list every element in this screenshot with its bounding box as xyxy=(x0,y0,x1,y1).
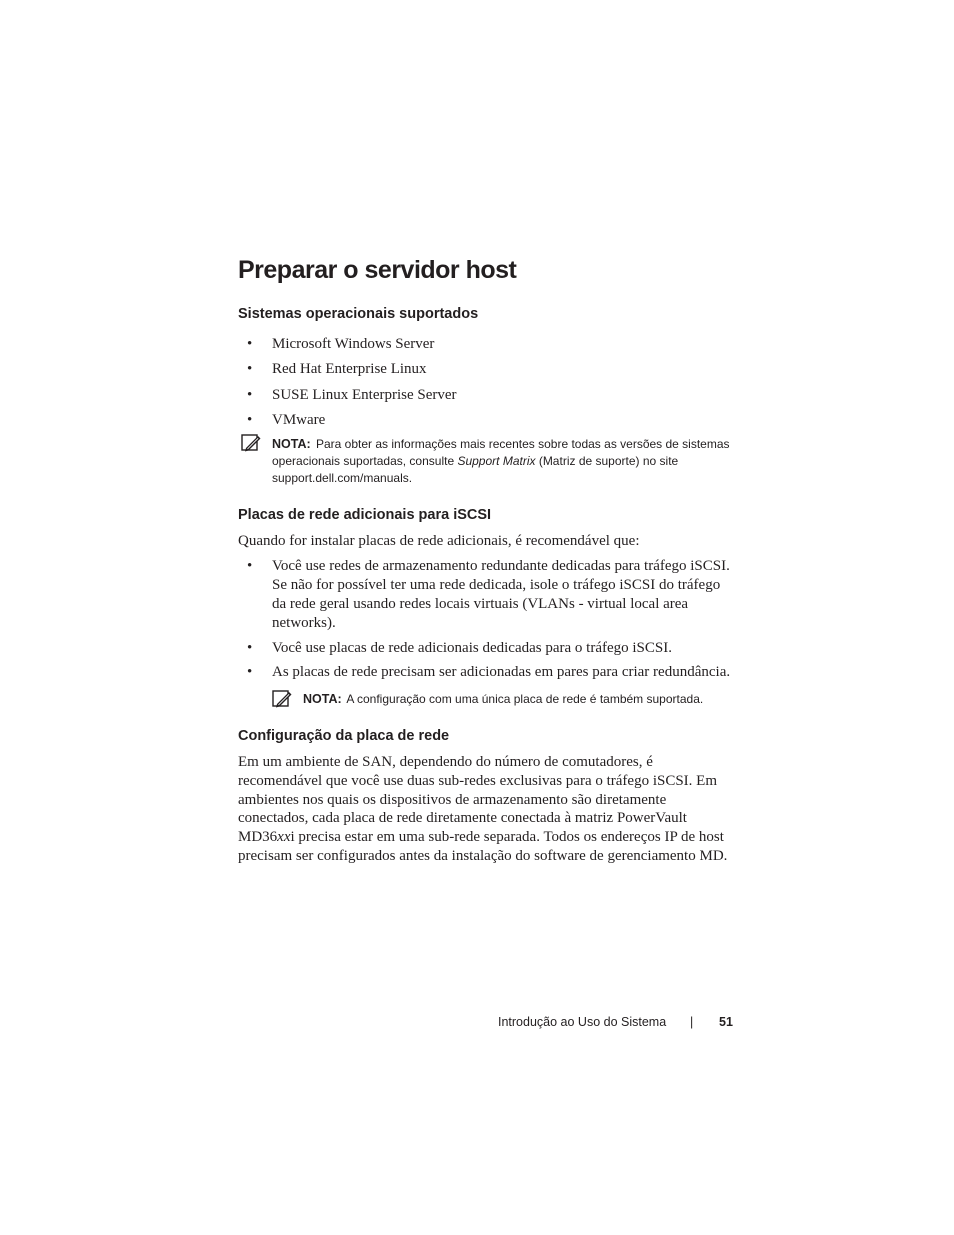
note-label: NOTA: xyxy=(272,437,311,451)
list-item: • Red Hat Enterprise Linux xyxy=(238,357,738,382)
list-item: • VMware xyxy=(238,408,738,433)
list-item: • Microsoft Windows Server xyxy=(238,332,738,357)
nics-intro: Quando for instalar placas de rede adicionais, é recomendável que: xyxy=(238,533,640,549)
note-supported-os: NOTA: Para obter as informações mais recentes sobre todas as versões de sistemas operacionais suportadas, consulte Support Matrix (Matriz de suporte) no site support.dell.com/manuals. xyxy=(272,437,730,485)
support-link[interactable]: support.dell.com/manuals xyxy=(272,471,409,485)
bullet: • xyxy=(247,558,253,574)
bullet: • xyxy=(247,664,253,680)
page-title: Preparar o servidor host xyxy=(238,256,517,284)
bullet: • xyxy=(247,361,253,378)
footer-section-title: Introdução ao Uso do Sistema xyxy=(498,1015,667,1029)
list-item: • As placas de rede precisam ser adicionadas em pares para criar redundância. xyxy=(247,664,731,680)
section-heading-additional-nics: Placas de rede adicionais para iSCSI xyxy=(238,507,492,523)
bullet: • xyxy=(247,336,253,352)
section-heading-operating-systems: Sistemas operacionais suportados xyxy=(238,306,479,322)
footer-separator: | xyxy=(690,1015,694,1029)
page-number: 51 xyxy=(719,1015,733,1029)
support-matrix-title: Support Matrix xyxy=(457,454,536,468)
model-variable: xx xyxy=(277,829,291,846)
note-single-nic: NOTA: A configuração com uma única placa de rede é também suportada. xyxy=(303,692,704,706)
section-heading-nic-configuration: Configuração da placa de rede xyxy=(238,728,450,744)
note-pencil-icon xyxy=(241,434,261,452)
list-item: • Você use redes de armazenamento redundante dedicadas para tráfego iSCSI. Se não for possível ter uma rede dedicada, isole o tráfego iSCSI do tráfego da rede geral usando redes locais virtuais (VLANs - virtual local area networks). xyxy=(247,558,730,631)
nics-list xyxy=(238,557,738,682)
os-list xyxy=(238,332,738,433)
list-item: • Você use placas de rede adicionais dedicadas para o tráfego iSCSI. xyxy=(247,639,672,656)
bullet: • xyxy=(247,639,253,656)
note-pencil-icon xyxy=(272,690,292,708)
bullet: • xyxy=(247,411,253,428)
list-item: • SUSE Linux Enterprise Server xyxy=(238,383,738,408)
note-label: NOTA: xyxy=(303,692,342,706)
config-paragraph: Em um ambiente de SAN, dependendo do número de comutadores, é recomendável que você use duas sub-redes exclusivas para o tráfego iSCSI. Em ambientes nos quais os dispositivos de armazenamento são diretamente conectados, cada placa de rede diretamente conectada à matriz PowerVault MD36xxi precisa estar em uma sub-rede separada. Todos os endereços IP de host precisam ser configurados antes da instalação do software de gerenciamento MD. xyxy=(238,754,728,864)
bullet: • xyxy=(247,386,253,403)
